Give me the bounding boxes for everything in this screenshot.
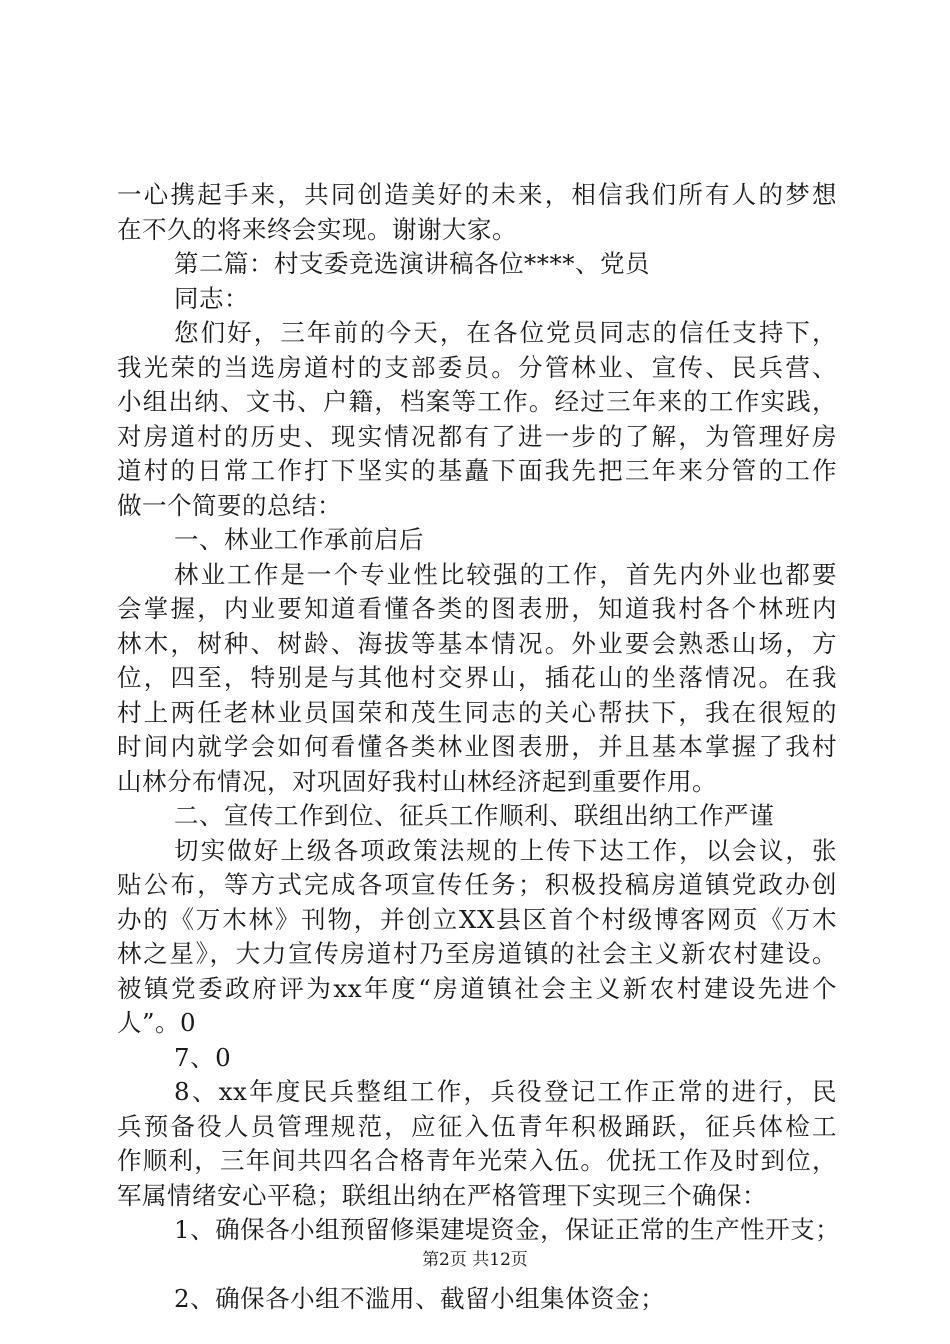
text-line: 军属情绪安心平稳；联组出纳在严格管理下实现三个确保： <box>117 1180 767 1210</box>
text-line: 同志： <box>174 283 249 313</box>
text-line: 第二篇：村支委竞选演讲稿各位****、党员 <box>174 249 650 278</box>
text-line: 林业工作是一个专业性比较强的工作，首先内外业也都要 <box>174 559 837 589</box>
text-line: 2、确保各小组不滥用、截留小组集体资金； <box>174 1284 666 1313</box>
text-line: 道村的日常工作打下坚实的基矗下面我先把三年来分管的工作 <box>117 456 837 485</box>
text-line: 您们好，三年前的今天，在各位党员同志的信任支持下， <box>174 318 837 347</box>
document-body <box>117 178 841 1317</box>
text-line: 被镇党委政府评为xx年度“房道镇社会主义新农村建设先进个 <box>117 973 837 1003</box>
text-line: 1、确保各小组预留修渠建堤资金，保证正常的生产性开支； <box>174 1215 841 1244</box>
text-line: 林之星》，大力宣传房道村乃至房道镇的社会主义新农村建设。 <box>117 939 837 968</box>
text-line: 一心携起手来，共同创造美好的未来，相信我们所有人的梦想 <box>117 180 837 209</box>
text-line: 位，四至，特别是与其他村交界山，插花山的坐落情况。在我 <box>117 663 837 692</box>
text-line: 8、xx年度民兵整组工作，兵役登记工作正常的进行，民 <box>174 1077 837 1106</box>
text-line: 一、林业工作承前启后 <box>174 525 424 554</box>
text-line: 对房道村的历史、现实情况都有了进一步的了解，为管理好房 <box>117 421 837 451</box>
text-line: 时间内就学会如何看懂各类林业图表册，并且基本掌握了我村 <box>117 732 837 761</box>
text-line: 林木，树种、树龄、海拔等基本情况。外业要会熟悉山场，方 <box>117 628 837 658</box>
text-line: 小组出纳、文书、户籍，档案等工作。经过三年来的工作实践， <box>117 387 837 416</box>
text-line: 在不久的将来终会实现。谢谢大家。 <box>117 214 517 244</box>
text-line: 山林分布情况，对巩固好我村山林经济起到重要作用。 <box>117 766 717 796</box>
text-line: 7、0 <box>174 1042 232 1072</box>
text-line: 人”。0 <box>117 1008 197 1037</box>
page-number-label: 第2页 共12页 <box>422 1250 528 1270</box>
text-line: 我光荣的当选房道村的支部委员。分管林业、宣传、民兵营、 <box>117 352 837 382</box>
text-line: 办的《万木林》刊物，并创立XX县区首个村级博客网页《万木 <box>117 904 837 934</box>
text-line: 会掌握，内业要知道看懂各类的图表册，知道我村各个林班内 <box>117 594 837 623</box>
text-line: 村上两任老林业员国荣和茂生同志的关心帮扶下，我在很短的 <box>117 697 837 727</box>
text-line: 贴公布，等方式完成各项宣传任务；积极投稿房道镇党政办创 <box>117 870 837 899</box>
page-footer <box>0 1245 950 1270</box>
text-line: 做一个简要的总结： <box>117 490 342 520</box>
text-line: 切实做好上级各项政策法规的上传下达工作，以会议，张 <box>174 835 837 865</box>
text-line: 兵预备役人员管理规范，应征入伍青年积极踊跃，征兵体检工 <box>117 1111 837 1141</box>
text-line: 作顺利，三年间共四名合格青年光荣入伍。优抚工作及时到位， <box>117 1146 837 1175</box>
text-line: 二、宣传工作到位、征兵工作顺利、联组出纳工作严谨 <box>174 801 774 830</box>
